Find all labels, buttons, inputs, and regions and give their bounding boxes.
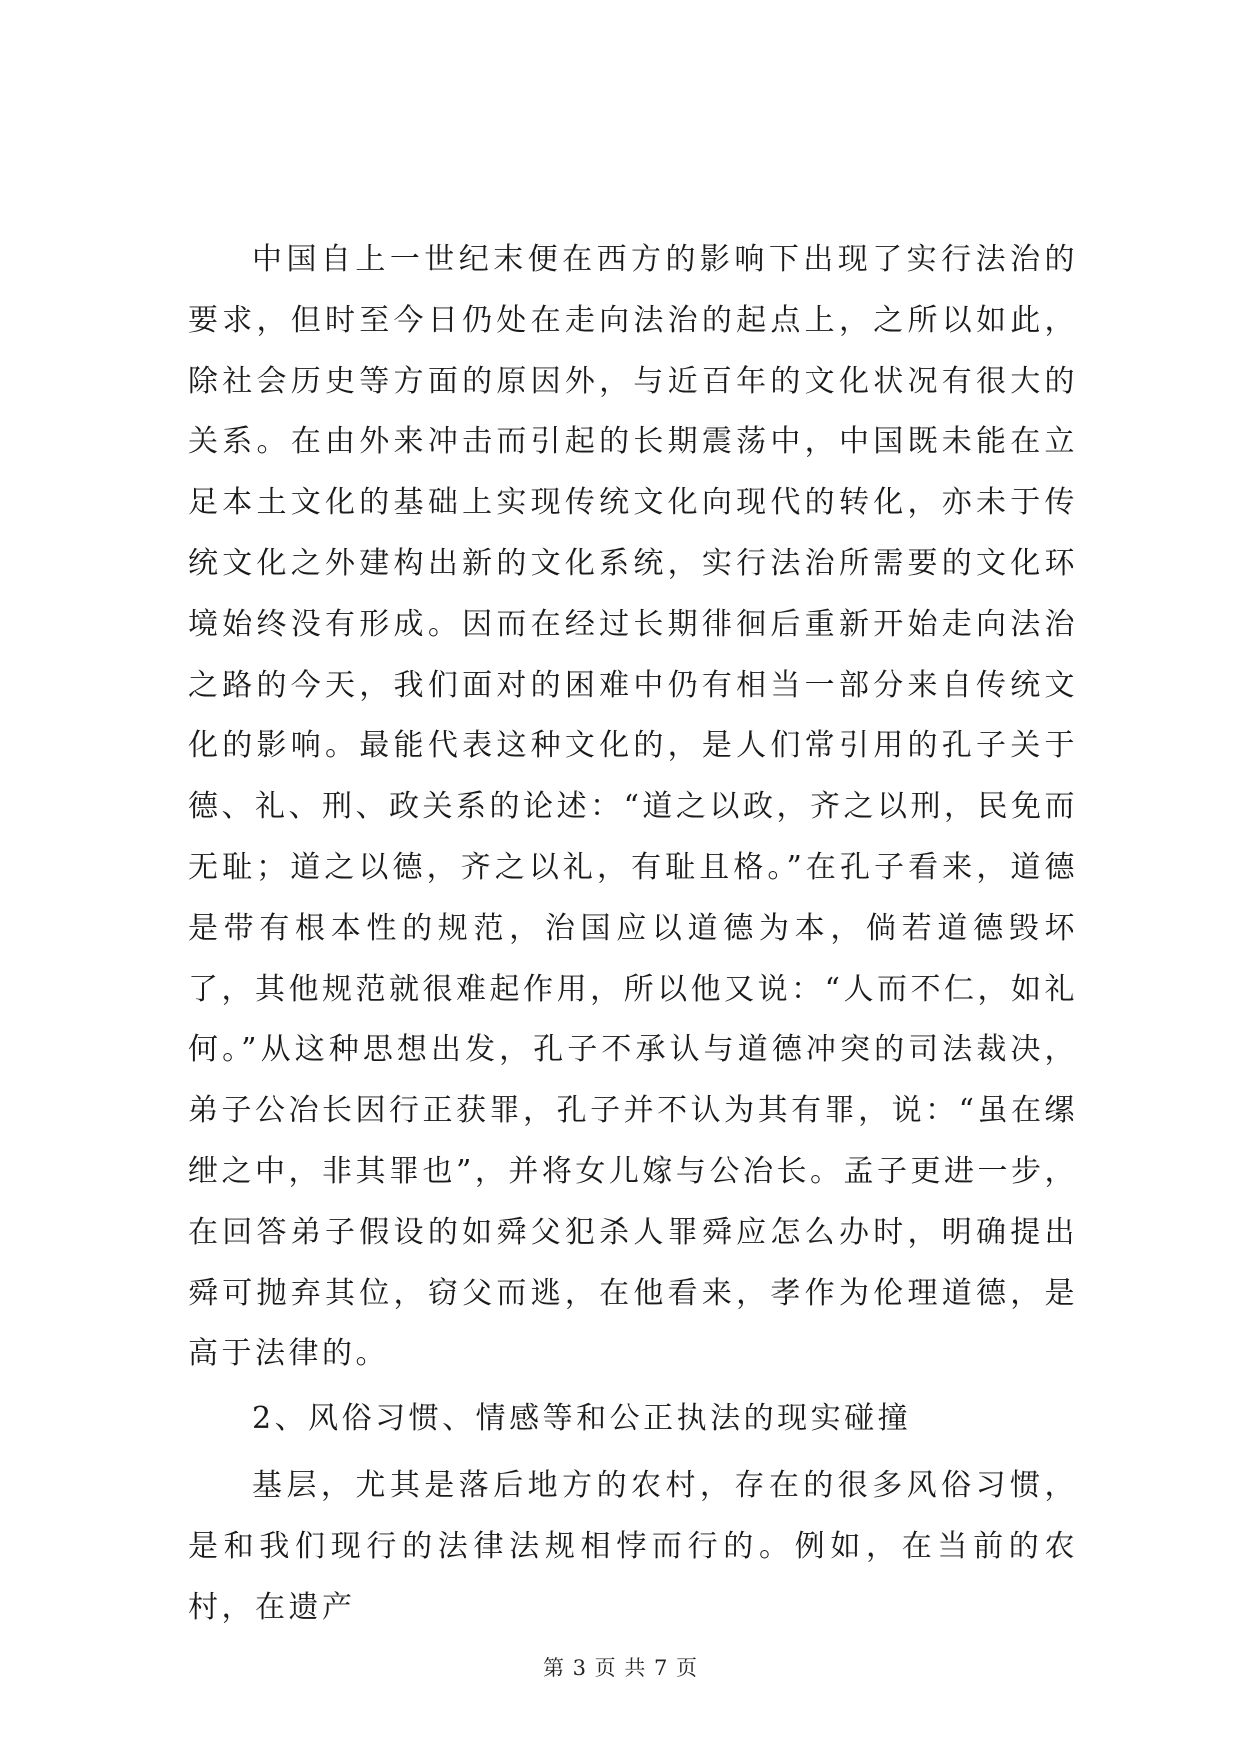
paragraph-rural-customs: 基层，尤其是落后地方的农村，存在的很多风俗习惯，是和我们现行的法律法规相悖而行的。例如，在当前的农村，在遗产 xyxy=(188,1467,1078,1625)
document-body xyxy=(188,230,1078,1638)
section-heading-customs-and-law: 2、风俗习惯、情感等和公正执法的现实碰撞 xyxy=(252,1401,912,1437)
paragraph-confucian-tradition: 中国自上一世纪末便在西方的影响下出现了实行法治的要求，但时至今日仍处在走向法治的起点上，之所以如此，除社会历史等方面的原因外，与近百年的文化状况有很大的关系。在由外来冲击而引起的长期震荡中，中国既未能在立足本土文化的基础上实现传统文化向现代的转化，亦未于传统文化之外建构出新的文化系统，实行法治所需要的文化环境始终没有形成。因而在经过长期徘徊后重新开始走向法治之路的今天，我们面对的困难中仍有相当一部分来自传统文化的影响。最能代表这种文化的，是人们常引用的孔子关于德、礼、刑、政关系的论述：“道之以政，齐之以刑，民免而无耻；道之以德，齐之以礼，有耻且格。”在孔子看来，道德是带有根本性的规范，治国应以道德为本，倘若道德毁坏了，其他规范就很难起作用，所以他又说：“人而不仁，如礼何。”从这种思想出发，孔子不承认与道德冲突的司法裁决，弟子公冶长因行正获罪，孔子并不认为其有罪，说：“虽在缧绁之中，非其罪也”，并将女儿嫁与公冶长。孟子更进一步，在回答弟子假设的如舜父犯杀人罪舜应怎么办时，明确提出舜可抛弃其位，窃父而逃，在他看来，孝作为伦理道德，是高于法律的。 xyxy=(188,242,1078,1372)
page-number-footer: 第 3 页 共 7 页 xyxy=(542,1656,699,1680)
